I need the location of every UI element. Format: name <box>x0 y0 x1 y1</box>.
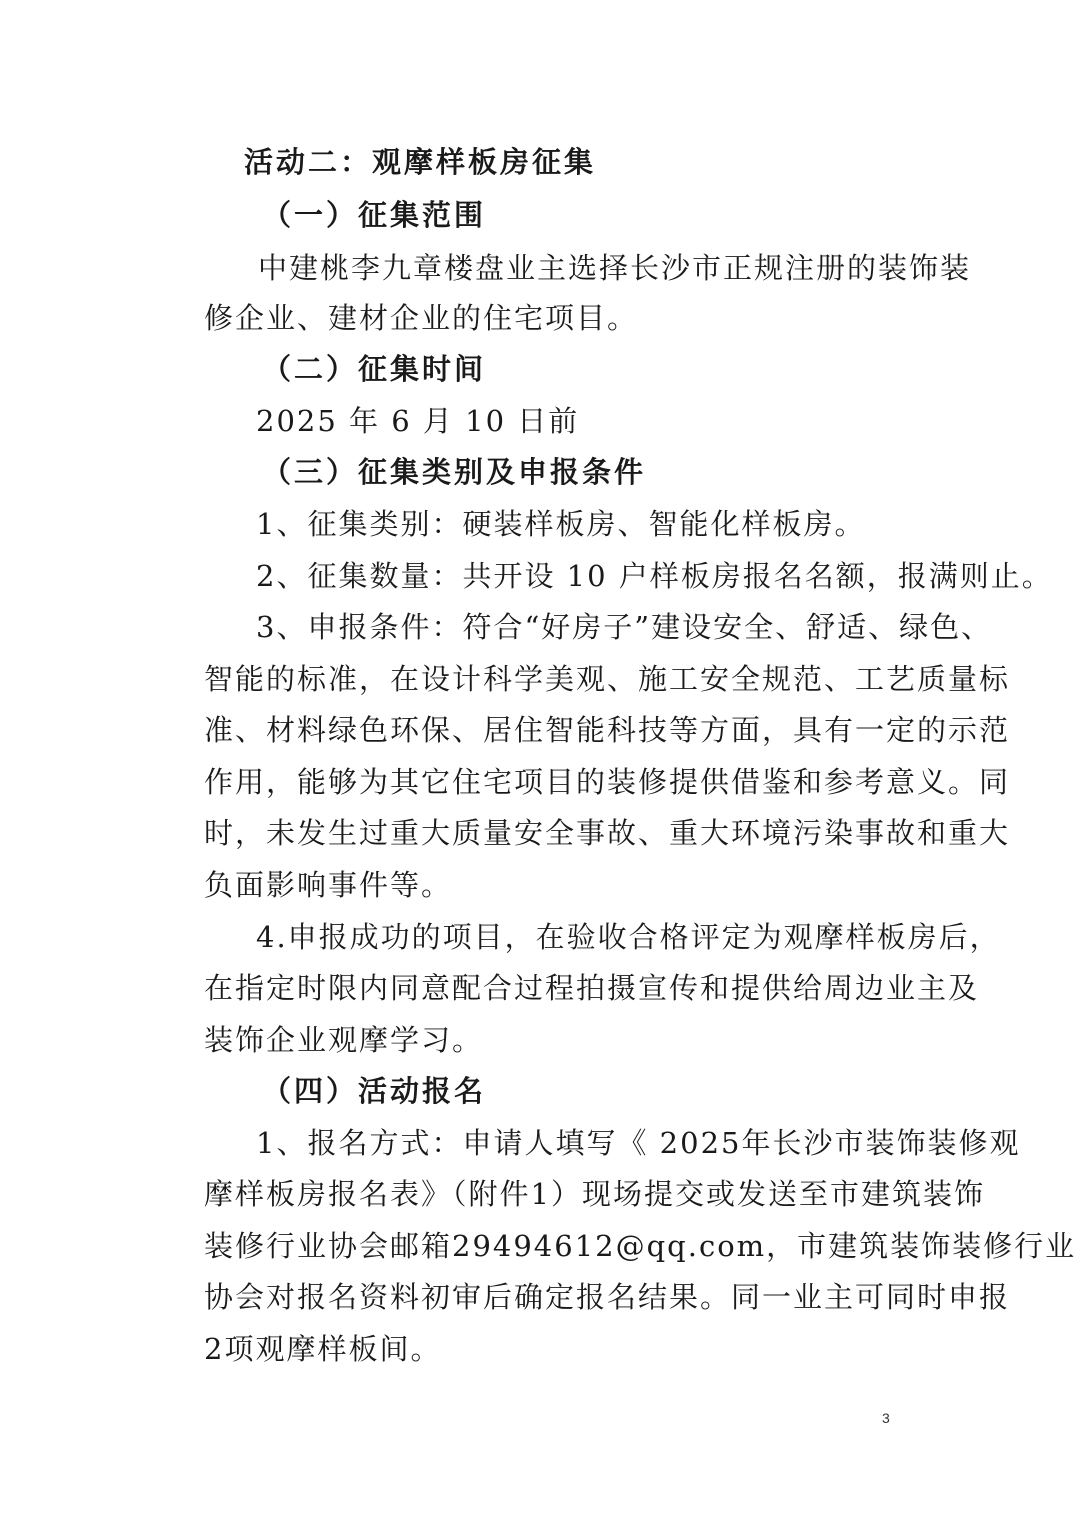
registration-line-4: 协会对报名资料初审后确定报名结果。同一业主可同时申报 <box>204 1280 1011 1314</box>
heading-category-conditions: （三）征集类别及申报条件 <box>262 455 647 489</box>
success-item-line-3: 装饰企业观摩学习。 <box>204 1023 484 1057</box>
heading-time: （二）征集时间 <box>262 352 487 386</box>
conditions-line-6: 负面影响事件等。 <box>204 868 453 902</box>
registration-line-3: 装修行业协会邮箱29494612@qq.com，市建筑装饰装修行业 <box>204 1229 1077 1263</box>
heading-scope: （一）征集范围 <box>262 198 487 232</box>
registration-line-5: 2项观摩样板间。 <box>204 1332 442 1366</box>
scope-paragraph-line-1: 中建桃李九章楼盘业主选择长沙市正规注册的装饰装 <box>258 251 972 285</box>
category-item: 1、征集类别：硬装样板房、智能化样板房。 <box>256 507 866 541</box>
conditions-line-4: 作用，能够为其它住宅项目的装修提供借鉴和参考意义。同 <box>204 765 1011 799</box>
date-line: 2025 年 6 月 10 日前 <box>256 404 580 438</box>
conditions-line-1: 3、申报条件：符合“好房子”建设安全、舒适、绿色、 <box>256 610 993 644</box>
page-number: 3 <box>882 1410 890 1426</box>
scope-paragraph-line-2: 修企业、建材企业的住宅项目。 <box>204 301 639 335</box>
registration-line-2: 摩样板房报名表》（附件1）现场提交或发送至市建筑装饰 <box>204 1177 985 1211</box>
section-title: 活动二：观摩样板房征集 <box>244 145 597 179</box>
conditions-line-5: 时，未发生过重大质量安全事故、重大环境污染事故和重大 <box>204 816 1011 850</box>
heading-registration: （四）活动报名 <box>262 1074 487 1108</box>
conditions-line-3: 准、材料绿色环保、居住智能科技等方面，具有一定的示范 <box>204 713 1011 747</box>
registration-line-1: 1、报名方式：申请人填写《 2025年长沙市装饰装修观 <box>256 1126 1021 1160</box>
quantity-item: 2、征集数量：共开设 10 户样板房报名名额，报满则止。 <box>256 559 1053 593</box>
conditions-line-2: 智能的标准，在设计科学美观、施工安全规范、工艺质量标 <box>204 662 1011 696</box>
success-item-line-1: 4.申报成功的项目，在验收合格评定为观摩样板房后， <box>256 920 1001 954</box>
success-item-line-2: 在指定时限内同意配合过程拍摄宣传和提供给周边业主及 <box>204 971 980 1005</box>
